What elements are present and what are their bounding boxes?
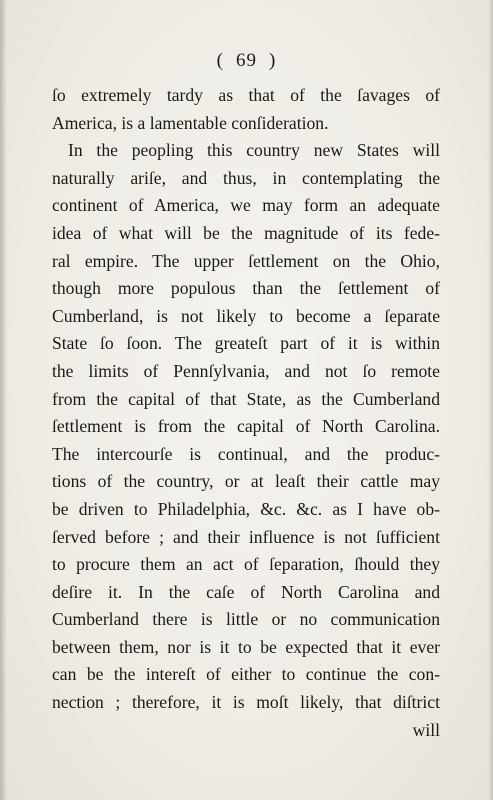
text-line: can be the intereſt of either to continue the con- bbox=[52, 664, 440, 685]
text-line: be driven to Philadelphia, &c. &c. as I have ob- bbox=[52, 498, 440, 519]
text-line: between them, nor is it to be expected that it ever bbox=[52, 636, 440, 657]
text-line: to procure them an act of ſeparation, ſhould they bbox=[52, 554, 440, 575]
text-line: naturally ariſe, and thus, in contemplating the bbox=[52, 167, 440, 188]
text-line: ral empire. The upper ſettlement on the Ohio, bbox=[52, 250, 440, 271]
text-line: ſerved before ; and their influence is not ſufficient bbox=[52, 526, 440, 547]
header-close-paren: ) bbox=[269, 50, 277, 71]
body-text bbox=[52, 82, 440, 744]
page-number: 69 bbox=[236, 50, 257, 71]
text-line: Cumberland, is not likely to become a ſeparate bbox=[52, 305, 440, 326]
text-line: The intercourſe is continual, and the produc- bbox=[52, 443, 440, 464]
text-line: tions of the country, or at leaſt their cattle may bbox=[52, 471, 440, 492]
page-right-edge-shadow bbox=[488, 0, 493, 800]
header-open-paren: ( bbox=[216, 50, 224, 71]
text-line: though more populous than the ſettlement of bbox=[52, 278, 440, 299]
text-line: will bbox=[412, 719, 440, 740]
text-line: America, is a lamentable conſideration. bbox=[52, 112, 329, 133]
page-header bbox=[0, 50, 493, 72]
text-line: ſettlement is from the capital of North Carolina. bbox=[52, 416, 440, 437]
text-line: State ſo ſoon. The greateſt part of it is within bbox=[52, 333, 440, 354]
text-line: deſire it. In the caſe of North Carolina and bbox=[52, 581, 440, 602]
text-line: nection ; therefore, it is moſt likely, that diſtrict bbox=[52, 692, 440, 713]
page-left-edge-shadow bbox=[0, 0, 7, 800]
text-line: idea of what will be the magnitude of its fede- bbox=[52, 222, 440, 243]
text-line: continent of America, we may form an adequate bbox=[52, 195, 440, 216]
text-line: from the capital of that State, as the Cumberland bbox=[52, 388, 440, 409]
text-line: ſo extremely tardy as that of the ſavages of bbox=[52, 85, 440, 105]
text-line: In the peopling this country new States will bbox=[68, 140, 440, 161]
text-line: the limits of Pennſylvania, and not ſo remote bbox=[52, 360, 440, 381]
text-line: Cumberland there is little or no communication bbox=[52, 609, 440, 630]
